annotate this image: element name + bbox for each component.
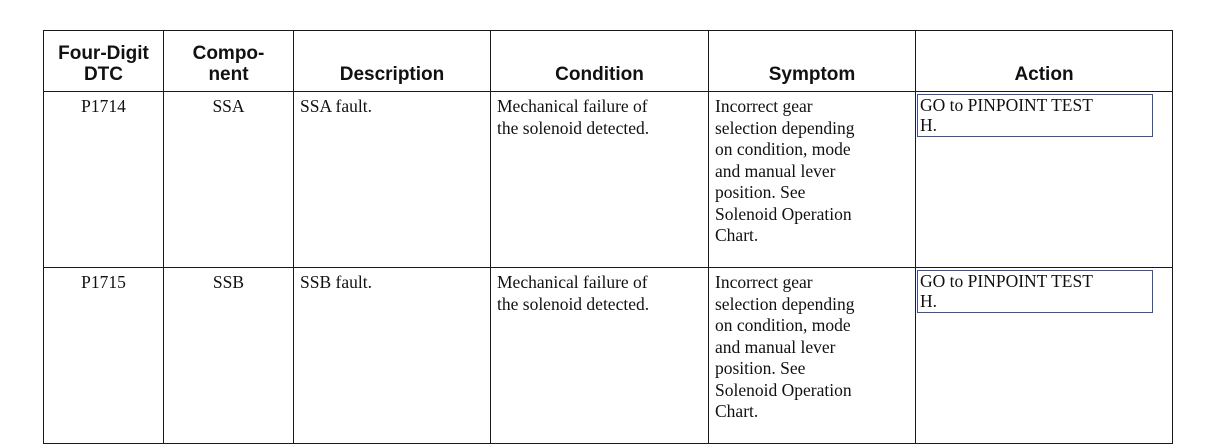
header-row xyxy=(44,31,1173,92)
action-line: GO to PINPOINT TEST xyxy=(920,271,1093,291)
cell-component: SSB xyxy=(164,268,294,444)
cell-symptom xyxy=(709,268,916,444)
symptom-line: and manual lever xyxy=(715,160,836,181)
symptom-line: Chart. xyxy=(715,225,759,245)
condition-line: Mechanical failure of xyxy=(497,96,648,116)
cell-component: SSA xyxy=(164,92,294,268)
cell-condition xyxy=(491,268,709,444)
symptom-line: position. See xyxy=(715,358,806,378)
header-condition: Condition xyxy=(491,31,709,92)
header-dtc-line-2: DTC xyxy=(83,64,124,85)
condition-line: the solenoid detected. xyxy=(497,117,650,138)
header-symptom: Symptom xyxy=(709,31,916,92)
header-component-line-2: nent xyxy=(208,64,249,85)
table-row xyxy=(44,92,1173,268)
cell-action xyxy=(916,268,1173,444)
condition-line: the solenoid detected. xyxy=(497,293,650,314)
symptom-line: Chart. xyxy=(715,401,759,421)
condition-line: Mechanical failure of xyxy=(497,272,648,292)
symptom-line: Solenoid Operation xyxy=(715,203,852,224)
symptom-line: Solenoid Operation xyxy=(715,379,852,400)
header-description: Description xyxy=(294,31,491,92)
symptom-line: selection depending xyxy=(715,293,855,314)
symptom-line: on condition, mode xyxy=(715,315,851,335)
symptom-line: Incorrect gear xyxy=(715,96,813,116)
header-component-line-1: Compo- xyxy=(192,43,265,64)
header-component xyxy=(164,31,294,92)
cell-dtc: P1715 xyxy=(44,268,164,444)
symptom-line: selection depending xyxy=(715,117,855,138)
symptom-line: Incorrect gear xyxy=(715,272,813,292)
symptom-line: position. See xyxy=(715,182,806,202)
symptom-line: on condition, mode xyxy=(715,139,851,159)
header-dtc-line-1: Four-Digit xyxy=(58,43,149,64)
cell-symptom xyxy=(709,92,916,268)
table-row xyxy=(44,268,1173,444)
pinpoint-test-link[interactable] xyxy=(917,270,1153,313)
cell-condition xyxy=(491,92,709,268)
cell-description: SSA fault. xyxy=(294,92,491,268)
symptom-line: and manual lever xyxy=(715,336,836,357)
action-line: H. xyxy=(920,291,938,311)
cell-description: SSB fault. xyxy=(294,268,491,444)
cell-dtc: P1714 xyxy=(44,92,164,268)
header-action: Action xyxy=(916,31,1173,92)
cell-action xyxy=(916,92,1173,268)
action-line: GO to PINPOINT TEST xyxy=(920,95,1093,115)
action-line: H. xyxy=(920,115,938,135)
pinpoint-test-link[interactable] xyxy=(917,94,1153,137)
dtc-table xyxy=(43,30,1173,444)
header-dtc xyxy=(44,31,164,92)
